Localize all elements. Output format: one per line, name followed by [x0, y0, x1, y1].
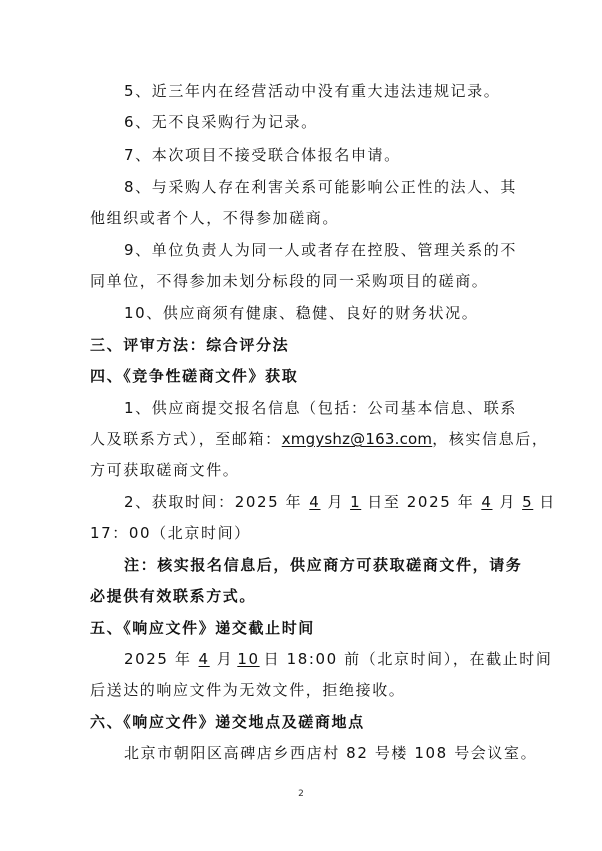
section-4-para-2-line2: 17：00（北京时间） [90, 524, 251, 542]
contact-text-b: ，核实信息后， [432, 430, 549, 448]
section-4-para-2-line1 [124, 491, 556, 512]
deadline-month: 4 [198, 650, 210, 668]
requirement-item-5: 5、近三年内在经营活动中没有重大违法违规记录。 [124, 82, 501, 100]
requirement-item-6: 6、无不良采购行为记录。 [124, 113, 318, 131]
section-4-para-1-line3: 方可获取磋商文件。 [90, 461, 240, 479]
time-text-f: 日 [539, 493, 556, 511]
time-text-b: 月 [327, 493, 345, 511]
time-text-e: 月 [499, 493, 517, 511]
requirement-item-7: 7、本次项目不接受联合体报名申请。 [124, 146, 401, 164]
section-6-heading: 六、《响应文件》递交地点及磋商地点 [90, 713, 365, 731]
end-month: 4 [481, 493, 493, 511]
start-month: 4 [309, 493, 321, 511]
section-4-para-1-line2 [90, 428, 548, 449]
section-5-heading: 五、《响应文件》递交截止时间 [90, 619, 315, 637]
section-5-para-line2: 后送达的响应文件为无效文件，拒绝接收。 [90, 681, 406, 699]
email-link[interactable]: xmgyshz@163.com [281, 430, 433, 448]
deadline-text-a: 2025 年 [124, 650, 192, 668]
deadline-text-c: 日 18:00 前（北京时间），在截止时间 [263, 650, 553, 668]
requirement-item-8-line2: 他组织或者个人，不得参加磋商。 [90, 209, 340, 227]
section-4-para-1-line1: 1、供应商提交报名信息（包括：公司基本信息、联系 [124, 399, 517, 417]
end-day: 5 [522, 493, 534, 511]
section-3-heading: 三、评审方法：综合评分法 [90, 336, 290, 354]
requirement-item-10: 10、供应商须有健康、稳健、良好的财务状况。 [124, 304, 479, 322]
section-6-address: 北京市朝阳区高碑店乡西店村 82 号楼 108 号会议室。 [124, 744, 538, 762]
contact-text-a: 人及联系方式），至邮箱： [90, 430, 282, 448]
page-number: 2 [298, 789, 304, 799]
requirement-item-9-line2: 同单位，不得参加未划分标段的同一采购项目的磋商。 [90, 272, 489, 290]
section-5-para-line1 [124, 648, 552, 669]
requirement-item-8-line1: 8、与采购人存在利害关系可能影响公正性的法人、其 [124, 178, 517, 196]
start-day: 1 [350, 493, 362, 511]
section-4-heading: 四、《竞争性磋商文件》获取 [90, 367, 299, 385]
section-4-note-line1: 注：核实报名信息后，供应商方可获取磋商文件，请务 [124, 556, 523, 574]
deadline-day: 10 [237, 650, 260, 668]
time-text-a: 2、获取时间：2025 年 [124, 493, 303, 511]
deadline-text-b: 月 [216, 650, 234, 668]
time-text-c: 日至 2025 年 [367, 493, 475, 511]
requirement-item-9-line1: 9、单位负责人为同一人或者存在控股、管理关系的不 [124, 241, 517, 259]
section-4-note-line2: 必提供有效联系方式。 [90, 587, 257, 605]
